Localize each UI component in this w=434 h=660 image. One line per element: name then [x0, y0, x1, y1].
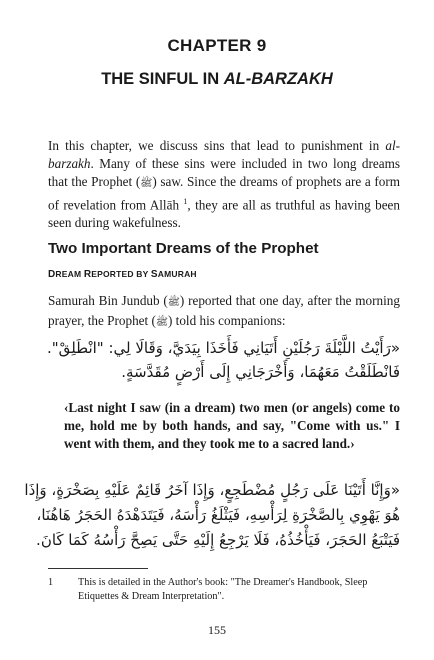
arabic-line: «وَإِنَّا أَتَيْنَا عَلَى رَجُلٍ مُضْطَجِعٍ، وَإِذَا آخَرُ قَائِمٌ عَلَيْهِ بِصَخْرَةٍ، وَإِذَا [24, 481, 400, 499]
narration-paragraph [48, 292, 400, 332]
intro-text-4: , they are all as truthful as having been seen during wakefulness. [48, 197, 401, 231]
intro-paragraph [48, 137, 400, 232]
subheading-cap-2: R [83, 269, 92, 280]
intro-text-2: . Many of these sins were included in two long dreams that the Prophet ( [48, 156, 400, 189]
footnote-number: 1 [48, 577, 54, 588]
arabic-line: هُوَ يَهْوِي بِالصَّخْرَةِ لِرَأْسِهِ، فَيَثْلَغُ رَأْسَهُ، فَيَتَدَهْدَهُ الحَجَرُ هَاهُنَا، [36, 506, 400, 524]
salutation-symbol: ﷺ [167, 297, 180, 308]
hadith-translation [64, 399, 400, 453]
page-number: 155 [208, 623, 226, 637]
footnote [48, 576, 400, 604]
subheading-cap-1: D [48, 269, 56, 280]
subheading-small-1: REAM [55, 269, 84, 279]
intro-italic-term: al-barzakh [48, 138, 400, 171]
footnote-reference: 1 [183, 197, 188, 206]
subheading-small-3: AMURAH [157, 269, 197, 279]
arabic-line: فَيَتْبَعُ الحَجَرَ، فَيَأْخُذُهُ، فَلَا يَرْجِعُ إِلَيْهِ حَتَّى يَصِحَّ رَأْسُهُ كَمَا كَانَ. [36, 531, 400, 549]
salutation-symbol: ﷺ [140, 178, 153, 189]
arabic-line: «رَأَيْتُ اللَّيْلَةَ رَجُلَيْنِ أَتَيَانِي فَأَخَذَا بِيَدَيَّ، وَقَالَا لِي: "انْطَلِقْ". [47, 339, 400, 357]
chapter-title-italic: AL-BARZAKH [223, 70, 333, 88]
subheading-small-2: EPORTED BY [91, 269, 151, 279]
subsection-heading [48, 269, 197, 280]
arabic-hadith-block-1 [48, 336, 400, 384]
footnote-text: This is detailed in the Author's book: "The Dreamer's Handbook, Sleep Etiquettes & Dream Interpretation". [78, 577, 368, 602]
translation-open-mark: ‹ [64, 400, 69, 415]
arabic-line: فَانْطَلَقْتُ مَعَهُمَا، وَأَخْرَجَانِي إِلَى أَرْضٍ مُقَدَّسَةٍ. [121, 363, 400, 381]
chapter-title-prefix: THE SINFUL IN [101, 70, 224, 88]
footnote-divider [48, 568, 148, 569]
arabic-hadith-block-2 [24, 478, 400, 553]
translation-close-mark: › [350, 436, 355, 451]
subheading-cap-3: S [150, 269, 158, 280]
intro-text-1: In this chapter, we discuss sins that lead to punishment in [48, 138, 386, 153]
narration-text-2: ) reported that one day, after the morning prayer, the Prophet ( [48, 293, 400, 328]
narration-text-1: Samurah Bin Jundub ( [48, 293, 168, 308]
intro-text-3: ) saw. Since the dreams of prophets are a form of revelation from Allāh [48, 174, 400, 213]
salutation-symbol: ﷺ [155, 317, 168, 328]
translation-text: Last night I saw (in a dream) two men (or angels) come to me, hold me by both hands, and say, "Come with us." I went with them, and they took me to a sacred land. [64, 400, 400, 451]
narration-text-3: ) told his companions: [167, 313, 286, 328]
chapter-number: CHAPTER 9 [167, 36, 267, 55]
chapter-title [0, 70, 434, 89]
section-heading: Two Important Dreams of the Prophet [48, 240, 319, 257]
